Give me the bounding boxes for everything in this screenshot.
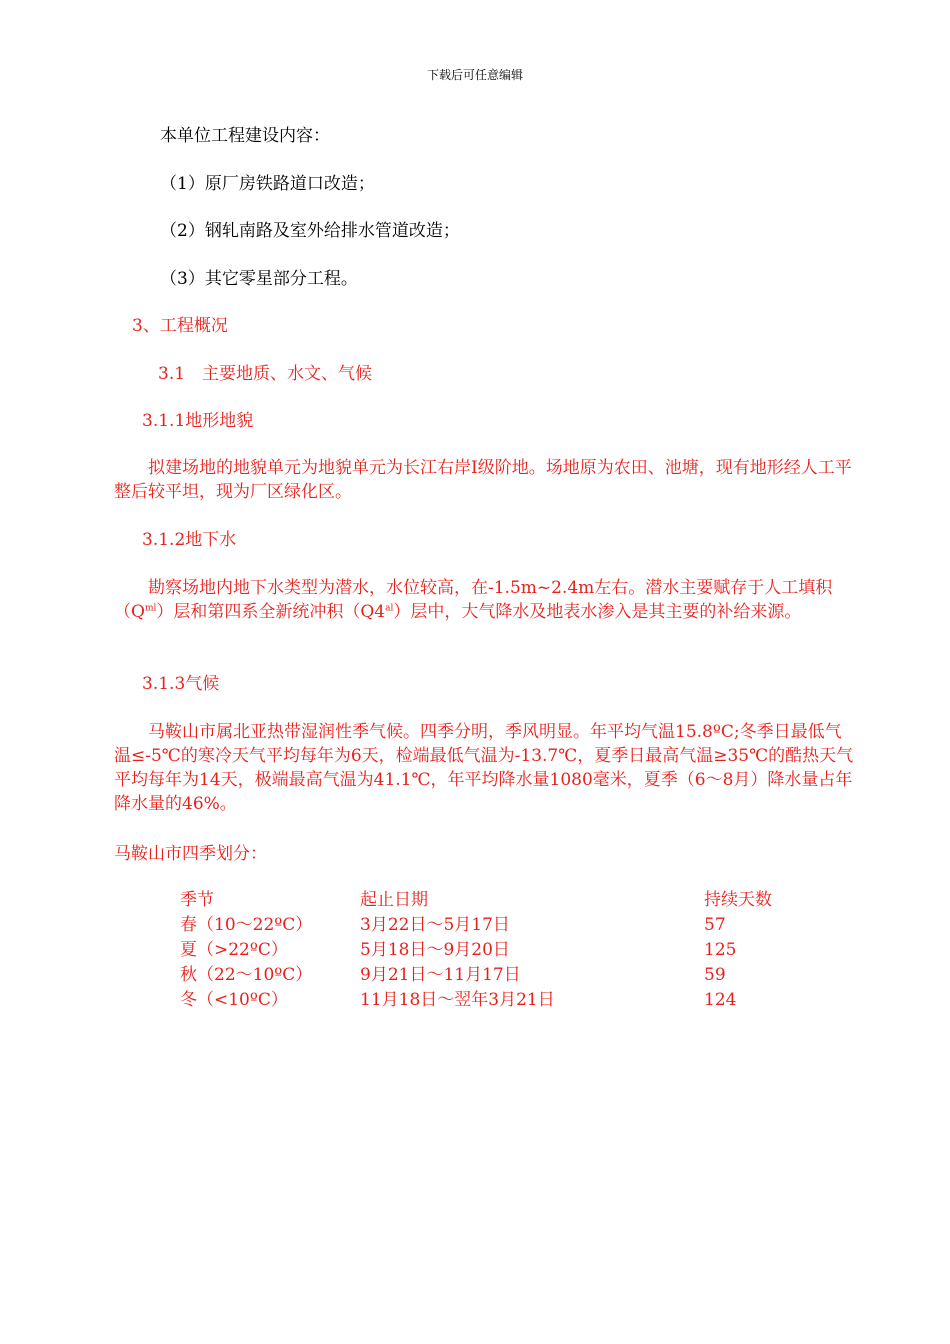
subsection-title-terrain: 3.1.1地形地貌 xyxy=(142,411,254,431)
table-header: 起止日期 xyxy=(360,890,428,910)
table-cell: 57 xyxy=(704,915,726,935)
subsection-title-climate: 3.1.3气候 xyxy=(142,674,220,694)
table-cell: 3月22日～5月17日 xyxy=(360,915,510,935)
table-header: 持续天数 xyxy=(704,890,772,910)
subsection-title-groundwater: 3.1.2地下水 xyxy=(142,530,237,550)
groundwater-paragraph: 勘察场地内地下水类型为潜水，水位较高，在-1.5m~2.4m左右。潜水主要赋存于人工填积$(Q^{ml})$层和第四系全新统冲积$(Q4^{al})$层中，大气降水及地表水渗入是其主要的补给来源。 xyxy=(114,578,833,622)
table-cell: 秋（22～10ºC） xyxy=(180,965,313,985)
climate-paragraph: 马鞍山市属北亚热带湿润性季气候。四季分明，季风明显。年平均气温15.8ºC;冬季日最低气温≤-5℃的寒冷天气平均每年为6天，检端最低气温为-13.7℃，夏季日最高气温≥35℃的酷热天气平均每年为14天，极端最高气温为41.1℃，年平均降水量1080毫米，夏季（6～8月）降水量占年降水量的46%。 xyxy=(114,722,854,814)
intro-text: 本单位工程建设内容： xyxy=(160,126,330,146)
section-heading: 3、工程概况 xyxy=(132,316,228,336)
list-item: （1）原厂房铁路道口改造； xyxy=(160,174,375,194)
table-cell: 夏（>22ºC） xyxy=(180,940,288,960)
list-item: （2）钢轧南路及室外给排水管道改造； xyxy=(160,221,460,241)
table-cell: 59 xyxy=(704,965,726,985)
list-item: （3）其它零星部分工程。 xyxy=(160,269,358,289)
table-cell: 冬（<10ºC） xyxy=(180,990,288,1010)
table-cell: 11月18日～翌年3月21日 xyxy=(360,990,555,1010)
terrain-paragraph: 拟建场地的地貌单元为地貌单元为长江右岸Ⅰ级阶地。场地原为农田、池塘，现有地形经人工平整后较平坦，现为厂区绿化区。 xyxy=(114,458,852,502)
table-cell: 9月21日～11月17日 xyxy=(360,965,521,985)
seasons-title: 马鞍山市四季划分： xyxy=(114,844,267,864)
table-header: 季节 xyxy=(180,890,214,910)
table-cell: 春（10～22ºC） xyxy=(180,915,313,935)
table-cell: 125 xyxy=(704,940,737,960)
table-cell: 5月18日～9月20日 xyxy=(360,940,510,960)
page-header: 下载后可任意编辑 xyxy=(426,68,523,82)
subsection-heading: 3.1 主要地质、水文、气候 xyxy=(158,364,373,384)
table-cell: 124 xyxy=(704,990,737,1010)
